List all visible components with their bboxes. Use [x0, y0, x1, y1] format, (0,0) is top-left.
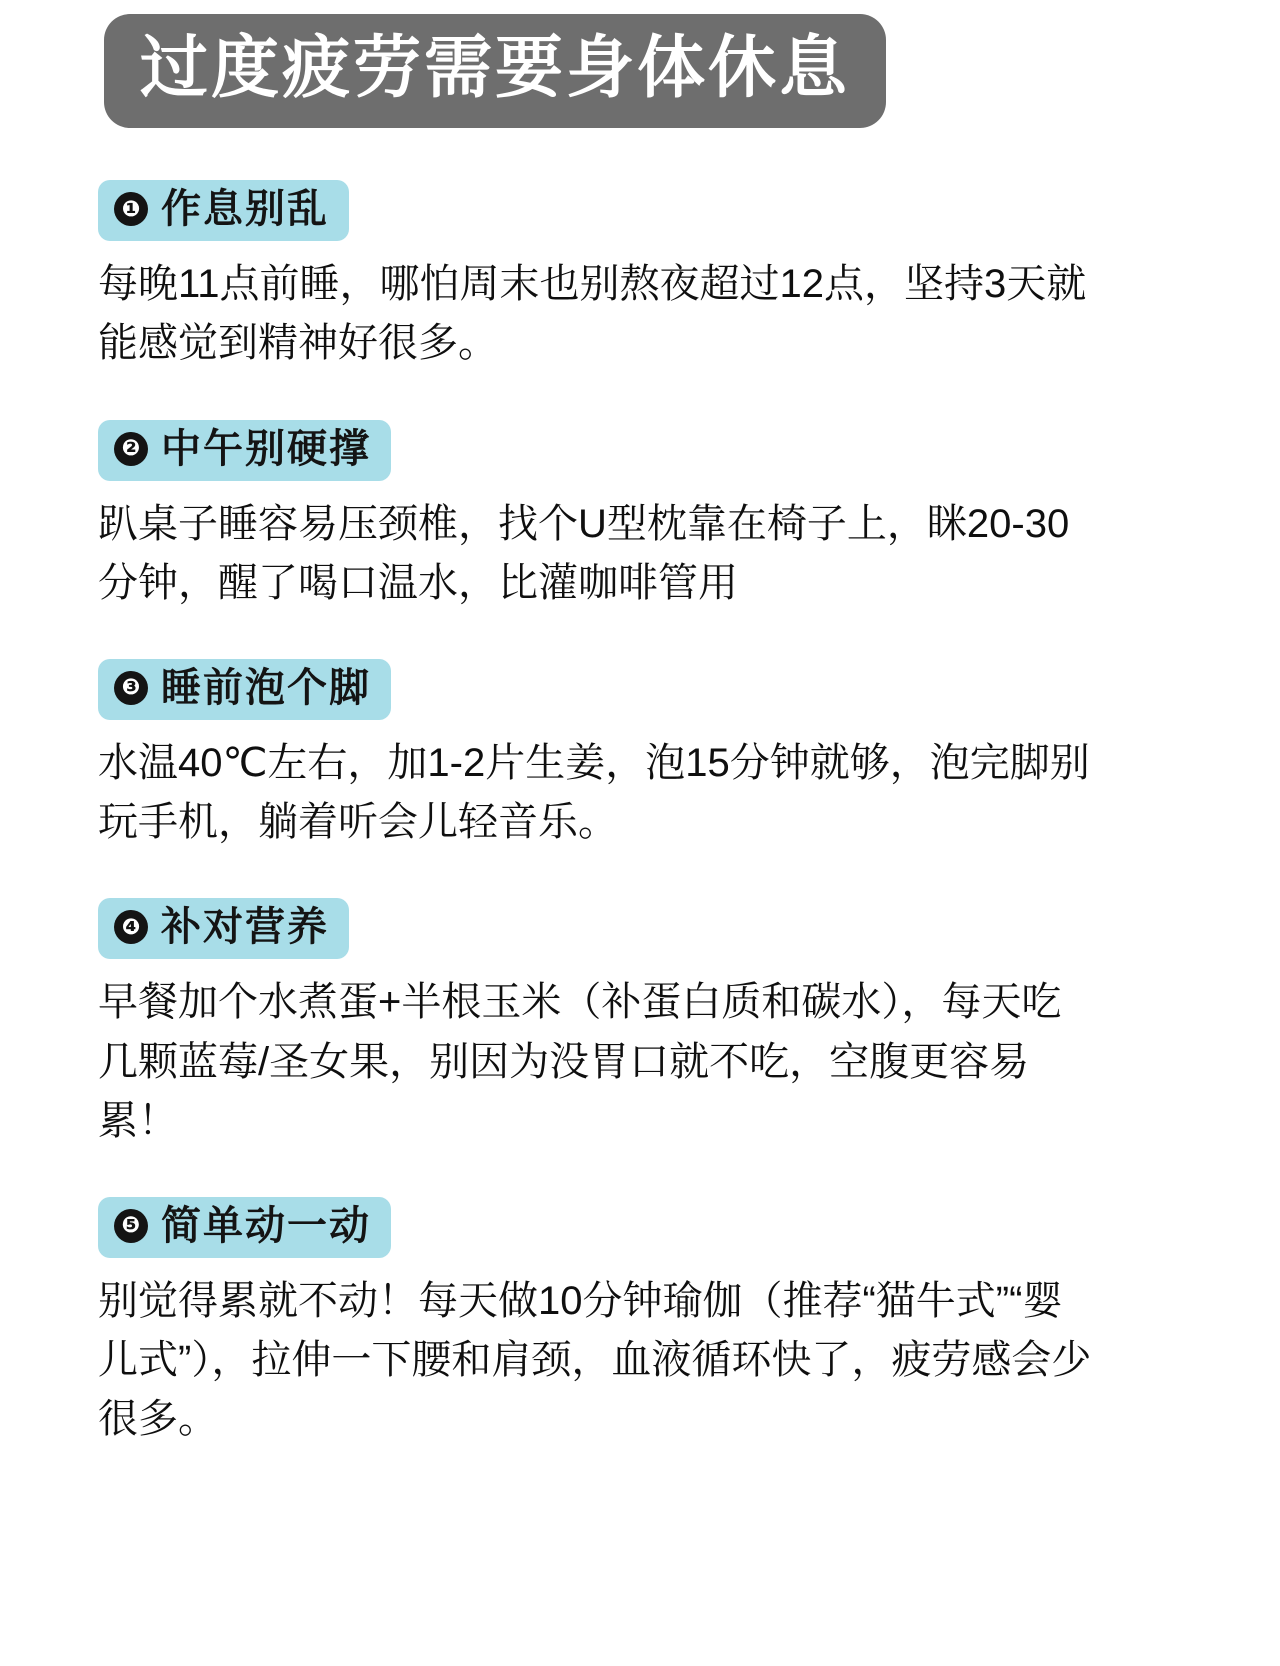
tip-item-3: [98, 659, 1220, 852]
tip-heading-2: [98, 420, 391, 481]
number-badge-icon: ❸: [114, 671, 148, 705]
number-badge-icon: ❷: [114, 432, 148, 466]
tip-item-1: [98, 180, 1220, 373]
tip-body-1: 每晚11点前睡，哪怕周末也别熬夜超过12点，坚持3天就能感觉到精神好很多。: [98, 262, 1087, 366]
tip-item-2: [98, 420, 1220, 613]
tip-body-3: 水温40℃左右，加1-2片生姜，泡15分钟就够，泡完脚别玩手机，躺着听会儿轻音乐。: [98, 740, 1090, 845]
tip-item-4: [98, 898, 1220, 1151]
number-badge-icon: ❺: [114, 1209, 148, 1243]
tip-heading-label-1: 作息别乱: [161, 187, 329, 232]
tip-heading-label-4: 补对营养: [161, 905, 329, 950]
tip-item-5: [98, 1197, 1220, 1450]
title-banner: [104, 14, 886, 128]
tip-heading-label-5: 简单动一动: [161, 1203, 371, 1248]
tip-heading-3: [98, 659, 391, 720]
tip-body-4: 早餐加个水煮蛋+半根玉米（补蛋白质和碳水），每天吃几颗蓝莓/圣女果，别因为没胃口就不吃，空腹更容易累！: [98, 980, 1062, 1143]
tip-heading-4: [98, 898, 349, 959]
tip-heading-5: [98, 1197, 391, 1258]
number-badge-icon: ❹: [114, 910, 148, 944]
number-badge-icon: ❶: [114, 192, 148, 226]
title-container: [0, 14, 1280, 128]
tip-heading-label-3: 睡前泡个脚: [161, 665, 371, 710]
tip-body-2: 趴桌子睡容易压颈椎，找个U型枕靠在椅子上，眯20-30分钟，醒了喝口温水，比灌咖啡管用: [98, 501, 1070, 605]
page-title: 过度疲劳需要身体休息: [140, 30, 851, 106]
tip-heading-1: [98, 180, 349, 241]
tip-body-5: 别觉得累就不动！每天做10分钟瑜伽（推荐“猫牛式”“婴儿式”），拉伸一下腰和肩颈，血液循环快了，疲劳感会少很多。: [98, 1278, 1092, 1442]
tips-list: [0, 128, 1280, 1449]
tip-heading-label-2: 中午别硬撑: [161, 426, 371, 471]
